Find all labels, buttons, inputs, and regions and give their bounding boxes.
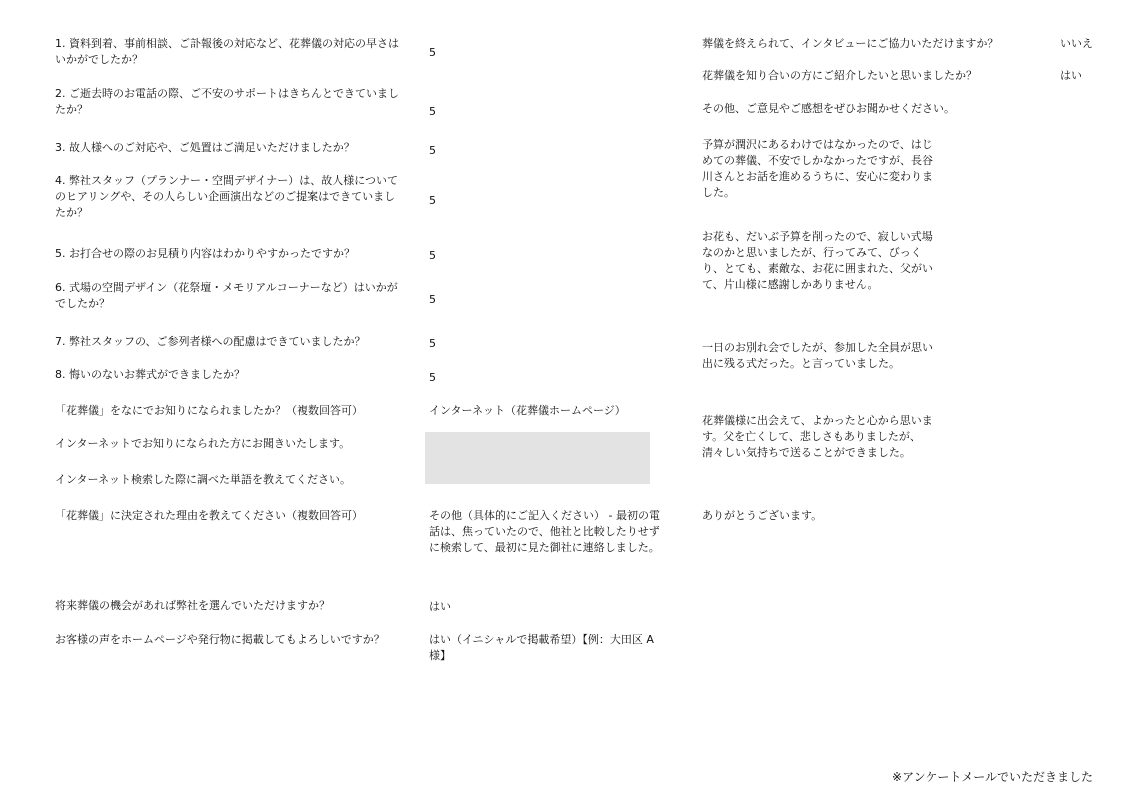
answer-3: 5	[429, 144, 436, 157]
answer-publish: はい（イニシャルで掲載希望）【例：大田区 A 様】	[429, 633, 654, 662]
question-7: 7. 弊社スタッフの、ご参列者様への配慮はできていましたか？	[55, 335, 366, 348]
question-8: 8. 悔いのないお葬式ができましたか？	[55, 368, 245, 381]
footnote: ※アンケートメールでいただきました	[892, 770, 1093, 784]
answer-reason: その他（具体的にご記入ください） - 最初の電話は、焦っていたので、他社と比較したりせずに検索して、最初に見た御社に連絡しました。	[429, 509, 660, 554]
answer-source: インターネット（花葬儀ホームページ）	[429, 404, 626, 417]
answer-7: 5	[429, 337, 436, 350]
answer-6: 5	[429, 293, 436, 306]
answer-5: 5	[429, 249, 436, 262]
question-search-words: インターネット検索した際に調べた単語を教えてください。	[55, 473, 352, 486]
comment-paragraph-3: 一日のお別れ会でしたが、参加した全員が思い出に残る式だった。と言っていました。	[702, 341, 933, 370]
answer-2: 5	[429, 105, 436, 118]
question-5: 5. お打合せの際のお見積り内容はわかりやすかったですか？	[55, 247, 355, 260]
question-publish: お客様の声をホームページや発行物に掲載してもよろしいですか？	[55, 633, 385, 646]
question-2: 2. ご逝去時のお電話の際、ご不安のサポートはきちんとできていましたか？	[55, 87, 399, 116]
question-1: 1. 資料到着、事前相談、ご訃報後の対応など、花葬儀の対応の早さはいかがでしたか？	[55, 37, 399, 66]
answer-referral: はい	[1060, 69, 1082, 82]
question-3: 3. 故人様へのご対応や、ご処置はご満足いただけましたか？	[55, 141, 355, 154]
answer-future: はい	[429, 600, 451, 613]
question-internet: インターネットでお知りになられた方にお聞きいたします。	[55, 437, 351, 450]
answer-1: 5	[429, 46, 436, 59]
question-referral: 花葬儀を知り合いの方にご紹介したいと思いましたか？	[702, 69, 977, 82]
answer-interview: いいえ	[1060, 37, 1093, 50]
comment-paragraph-1: 予算が潤沢にあるわけではなかったので、はじめての葬儀、不安でしかなかったですが、長谷川さんとお話を進めるうちに、安心に変わりました。	[702, 138, 933, 199]
question-4: 4. 弊社スタッフ（プランナー・空間デザイナー）は、故人様についてのヒアリングや、その人らしい企画演出などのご提案はできていましたか？	[55, 174, 398, 219]
comment-paragraph-2: お花も、だいぶ予算を削ったので、寂しい式場なのかと思いましたが、行ってみて、びっくり、とても、素敵な、お花に囲まれた、父がいて、片山様に感謝しかありません。	[702, 230, 933, 291]
empty-answer-box	[425, 432, 650, 484]
answer-4: 5	[429, 194, 436, 207]
question-6: 6. 式場の空間デザイン（花祭壇・メモリアルコーナーなど）はいかがでしたか？	[55, 281, 398, 310]
comment-prompt: その他、ご意見やご感想をぜひお聞かせください。	[702, 102, 955, 115]
question-source: 「花葬儀」をなにでお知りになられましたか？（複数回答可）	[55, 404, 363, 417]
comment-paragraph-5: ありがとうございます。	[702, 509, 823, 522]
question-future: 将来葬儀の機会があれば弊社を選んでいただけますか？	[55, 599, 330, 612]
question-reason: 「花葬儀」に決定された理由を教えてください（複数回答可）	[55, 509, 363, 522]
answer-8: 5	[429, 371, 436, 384]
question-interview: 葬儀を終えられて、インタビューにご協力いただけますか？	[702, 37, 999, 50]
comment-paragraph-4: 花葬儀様に出会えて、よかったと心から思います。父を亡くして、悲しさもありましたが、清々しい気持ちで送ることができました。	[702, 414, 933, 459]
